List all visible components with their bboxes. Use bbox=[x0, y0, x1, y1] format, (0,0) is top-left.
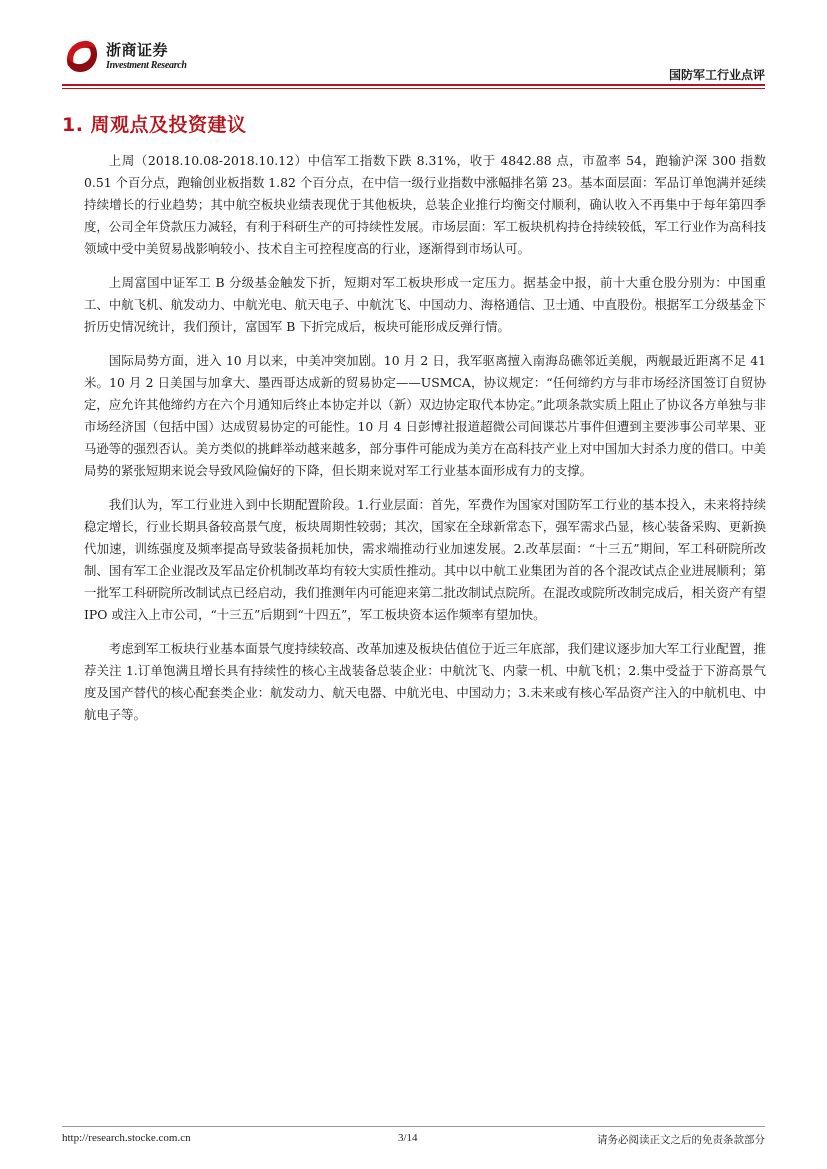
footer-url-link[interactable]: http://research.stocke.com.cn bbox=[62, 1132, 191, 1144]
footer-disclaimer: 请务必阅读正文之后的免责条款部分 bbox=[597, 1134, 765, 1146]
footer-divider bbox=[62, 1126, 765, 1127]
report-type-label: 国防军工行业点评 bbox=[668, 68, 765, 82]
paragraph-weekly-review: 上周（2018.10.08-2018.10.12）中信军工指数下跌 8.31%，收于 4842.88 点，市盈率 54，跑输沪深 300 指数 0.51 个百分点，跑输创业板指数 1.82 个百分点，在中信一级行业指数中涨幅排名第 23。基本面层面：军品订单饱满并延续持续增长的行业趋势；其中航空板块业绩表现优于其他板块，总装企业推行均衡交付顺利，确认收入不再集中于每年第四季度，公司全年贷款压力减轻，有利于科研生产的可持续性发展。市场层面：军工板块机构持仓持续较低，军工行业作为高科技领域中受中美贸易战影响较小、技术自主可控程度高的行业，逐渐得到市场认可。 bbox=[84, 153, 766, 256]
page-header bbox=[0, 0, 827, 92]
section-heading: 1. 周观点及投资建议 bbox=[62, 114, 247, 136]
logo-english-text: Investment Research bbox=[106, 60, 187, 71]
logo-chinese-text: 浙商证券 bbox=[106, 41, 169, 59]
header-divider bbox=[62, 84, 765, 86]
paragraph-fund-discount: 上周富国中证军工 B 分级基金触发下折，短期对军工板块形成一定压力。据基金中报，前十大重仓股分别为：中国重工、中航飞机、航发动力、中航光电、航天电子、中航沈飞、中国动力、海格通信、卫士通、中直股份。根据军工分级基金下折历史情况统计，我们预计，富国军 B 下折完成后，板块可能形成反弹行情。 bbox=[84, 275, 766, 334]
paragraph-international: 国际局势方面，进入 10 月以来，中美冲突加剧。10 月 2 日，我军驱离擅入南海岛礁邻近美舰，两舰最近距离不足 41 米。10 月 2 日美国与加拿大、墨西哥达成新的贸易协定——USMCA，协议规定：“任何缔约方与非市场经济国签订自贸协定，应允许其他缔约方在六个月通知后终止本协定并以（新）双边协定取代本协定。”此项条款实质上阻止了协议各方单独与非市场经济国（包括中国）达成贸易协定的可能性。10 月 4 日彭博社报道超微公司间谍芯片事件但遭到主要涉事公司苹果、亚马逊等的强烈否认。美方类似的挑衅举动越来越多，部分事件可能成为美方在高科技产业上对中国加大封杀力度的借口。中美局势的紧张短期来说会导致风险偏好的下降，但长期来说对军工行业基本面形成有力的支撑。 bbox=[84, 353, 766, 478]
paragraph-allocation-view: 我们认为，军工行业进入到中长期配置阶段。1.行业层面：首先，军费作为国家对国防军工行业的基本投入，未来将持续稳定增长，行业长期具备较高景气度，板块周期性较弱；其次，国家在全球新常态下，强军需求凸显，核心装备采购、更新换代加速，训练强度及频率提高导致装备损耗加快，需求端推动行业加速发展。2.改革层面：“十三五”期间，军工科研院所改制、国有军工企业混改及军品定价机制改革均有较大实质性推动。其中以中航工业集团为首的各个混改试点企业进展顺利；第一批军工科研院所改制试点已经启动，我们推测年内可能迎来第二批改制试点院所。在混改或院所改制完成后，相关资产有望 IPO 或注入上市公司，“十三五”后期到“十四五”，军工板块资本运作频率有望加快。 bbox=[84, 497, 766, 622]
page-number: 3/14 bbox=[398, 1132, 418, 1144]
brand-logo-icon bbox=[62, 36, 102, 76]
company-logo bbox=[62, 36, 192, 80]
paragraph-recommendation: 考虑到军工板块行业基本面景气度持续较高、改革加速及板块估值位于近三年底部，我们建议逐步加大军工行业配置，推荐关注 1.订单饱满且增长具有持续性的核心主战装备总装企业：中航沈飞、内蒙一机、中航飞机；2.集中受益于下游高景气度及国产替代的核心配套类企业：航发动力、航天电器、中航光电、中国动力；3.未来或有核心军品资产注入的中航机电、中航电子等。 bbox=[84, 641, 766, 722]
header-divider-thin bbox=[62, 88, 765, 89]
body-content bbox=[84, 150, 766, 738]
